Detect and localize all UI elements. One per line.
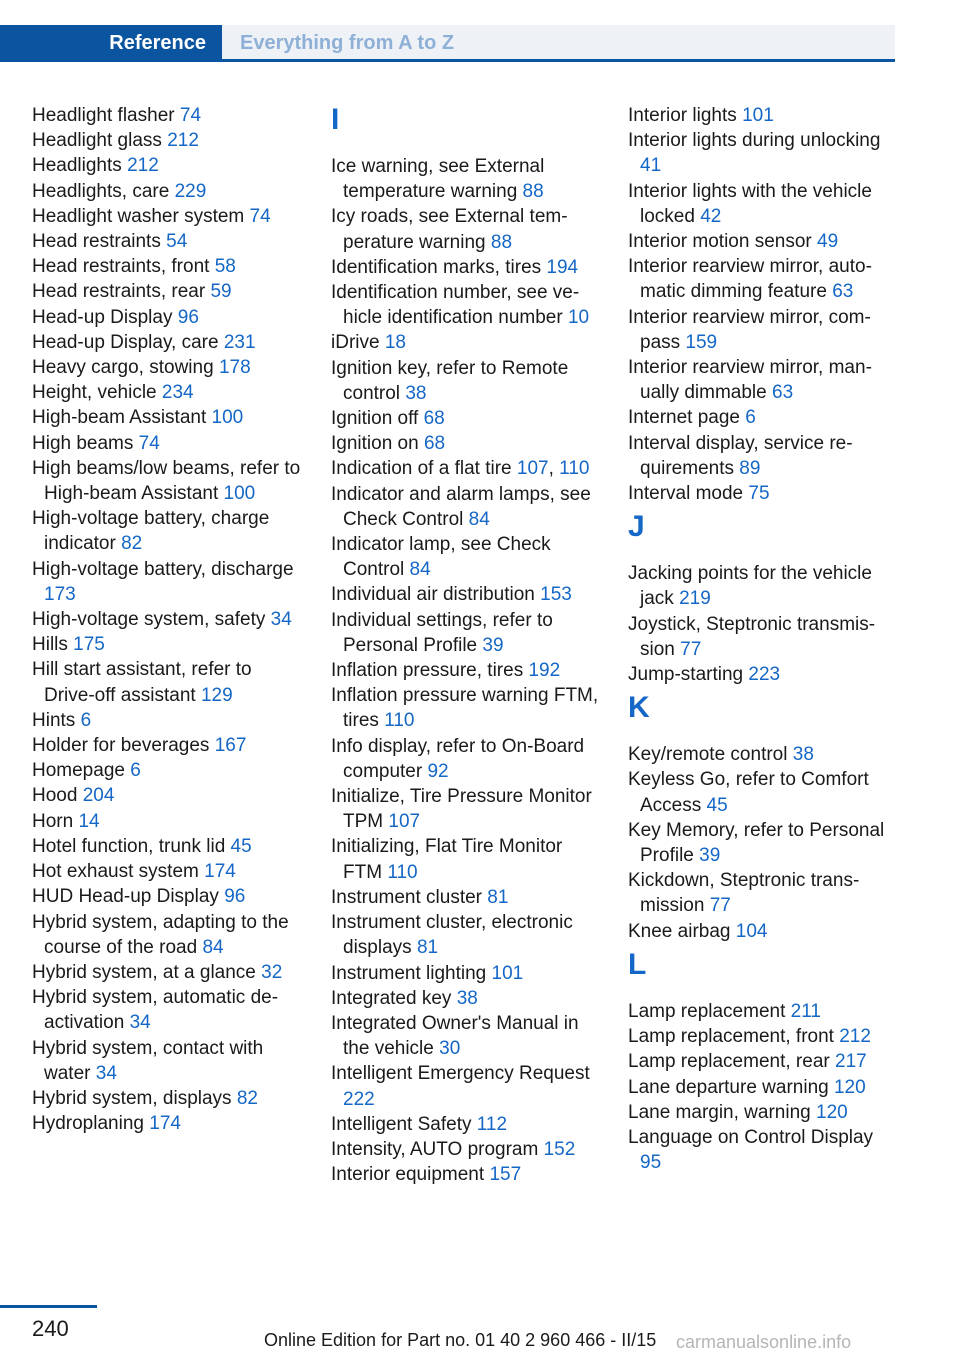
index-entry: [32, 985, 302, 1035]
page-link[interactable]: 152: [543, 1138, 576, 1160]
index-entry-text: Joystick, Steptronic transmission: [628, 613, 876, 660]
index-entry-text: Hybrid system, adapting to the course of the road: [32, 911, 289, 958]
index-entry-text: Interior rearview mirror, manually dimmable: [628, 357, 872, 404]
index-entry: [628, 1100, 898, 1125]
index-entry: [331, 608, 601, 658]
index-entry: [628, 561, 898, 611]
index-entry-text: Internet page: [628, 407, 740, 429]
index-entry-text: High beams: [32, 432, 134, 454]
page-link[interactable]: 14: [78, 810, 100, 832]
page-link[interactable]: 68: [423, 433, 446, 455]
index-entry: [628, 818, 898, 868]
index-entry-text: Individual air distribution: [331, 584, 535, 606]
index-entry: [331, 255, 601, 280]
index-entry-text: Hybrid system, at a glance: [32, 961, 256, 983]
index-entry: [32, 128, 302, 153]
index-entry-text: Integrated Owner's Manual in the vehicle: [331, 1012, 579, 1060]
index-entry-text: Interval display, service requirements: [628, 432, 853, 479]
index-entry-text: Instrument lighting: [331, 962, 487, 984]
index-entry-text: Interval mode: [628, 483, 744, 505]
page-link[interactable]: 157: [489, 1164, 522, 1186]
index-column-1: [32, 103, 302, 1136]
page-link[interactable]: 159: [685, 331, 718, 353]
index-entry: [32, 809, 302, 834]
index-entry: [628, 919, 898, 944]
index-entry-text: Headlight washer system: [32, 205, 245, 227]
page-link[interactable]: 30: [439, 1038, 461, 1060]
index-entry-text: Interior equipment: [331, 1164, 485, 1186]
index-entry: [628, 405, 898, 430]
index-entry-text: Keyless Go, refer to Comfort Access: [628, 769, 869, 816]
page-link[interactable]: 192: [528, 660, 561, 682]
page-link[interactable]: 59: [210, 281, 232, 303]
index-entry-text: Hotel function, trunk lid: [32, 835, 226, 857]
index-entry: [32, 657, 302, 707]
index-entry-text: iDrive: [331, 332, 380, 354]
page-link[interactable]: 101: [491, 962, 524, 984]
page-link[interactable]: 222: [343, 1088, 375, 1110]
index-entry-text: Indicator and alarm lamps, see Check Control: [331, 483, 591, 530]
index-entry-text: Ignition off: [331, 408, 419, 430]
index-entry: [32, 456, 302, 506]
index-entry: [32, 557, 302, 607]
page-link[interactable]: 63: [772, 382, 794, 404]
index-entry-text: Interior lights with the vehicle locked: [628, 180, 872, 227]
index-entry-text: Heavy cargo, stowing: [32, 357, 214, 379]
index-letter-heading: I: [331, 103, 340, 136]
index-entry-text: Inflation pressure warning FTM, tires: [331, 685, 599, 732]
index-entry: [32, 204, 302, 229]
page-link[interactable]: 74: [179, 105, 202, 126]
page-link[interactable]: 104: [735, 920, 768, 942]
page-link[interactable]: 63: [832, 281, 854, 303]
page-link[interactable]: 167: [214, 735, 247, 757]
index-entry-text: Identification number, see vehicle identification number: [331, 282, 580, 329]
index-entry: [32, 632, 302, 657]
index-entry: [331, 885, 601, 910]
index-entry: [628, 103, 898, 128]
page-link[interactable]: 88: [490, 231, 513, 253]
index-letter-heading: L: [628, 947, 647, 981]
page-link[interactable]: 82: [121, 533, 143, 555]
index-entry: [32, 153, 302, 178]
page-link[interactable]: 41: [640, 155, 662, 177]
index-entry-text: Head-up Display, care: [32, 331, 219, 353]
page-link[interactable]: 68: [423, 408, 445, 430]
index-entry-text: Hot exhaust system: [32, 861, 199, 883]
index-entry: [32, 834, 302, 859]
page-link[interactable]: 34: [270, 609, 292, 631]
index-letter-heading: J: [628, 510, 645, 544]
page-link[interactable]: 173: [44, 583, 76, 605]
index-entry: [331, 532, 601, 582]
index-entry: [32, 380, 302, 405]
index-entry: [32, 254, 302, 279]
subsection-title: Everything from A to Z: [240, 31, 455, 54]
index-entry-text: Jump-starting: [628, 664, 744, 686]
index-entry-text: Interior rearview mirror, compass: [628, 306, 871, 353]
index-entry: [32, 859, 302, 884]
page-link[interactable]: 6: [745, 407, 756, 429]
index-entry: [331, 961, 601, 986]
page-link[interactable]: 107: [516, 458, 549, 480]
page-link[interactable]: 211: [790, 1000, 821, 1022]
index-entry: [32, 1086, 302, 1111]
index-entry: [331, 1112, 601, 1137]
index-entry-text: Head restraints: [32, 231, 161, 253]
index-entry-text: Head restraints, front: [32, 256, 210, 278]
page-header: [0, 25, 895, 61]
index-entry-text: Instrument cluster, electronic displays: [331, 912, 573, 959]
page-link[interactable]: 112: [476, 1113, 508, 1135]
index-entry-text: Indicator lamp, see Check Control: [331, 534, 551, 581]
index-entry: [628, 662, 898, 687]
index-entry-text: Head restraints, rear: [32, 281, 206, 303]
page-link[interactable]: 45: [230, 835, 252, 857]
index-entry-text: Hybrid system, contact with water: [32, 1037, 264, 1084]
page-link[interactable]: 174: [149, 1113, 181, 1135]
index-entry-text: Lamp replacement: [628, 1000, 786, 1022]
index-entry-text: Instrument cluster: [331, 886, 482, 908]
page-link[interactable]: 101: [742, 105, 774, 126]
index-entry: [32, 758, 302, 783]
index-entry: [628, 999, 898, 1024]
index-entry: [32, 431, 302, 456]
index-entry-text: Head-up Display: [32, 306, 173, 328]
index-entry-text: Intelligent Emergency Request: [331, 1063, 590, 1085]
page-link[interactable]: 96: [224, 886, 246, 908]
page-link[interactable]: 212: [839, 1026, 871, 1048]
index-entry-text: Height, vehicle: [32, 382, 157, 404]
page-link[interactable]: 6: [80, 709, 92, 731]
index-entry-text: Knee airbag: [628, 920, 731, 942]
index-entry-text: HUD Head-up Display: [32, 886, 219, 908]
page-link[interactable]: 84: [202, 936, 224, 958]
index-entry-text: Hydroplaning: [32, 1113, 144, 1135]
page-link[interactable]: 100: [223, 483, 256, 505]
index-entry: [32, 405, 302, 430]
page-link[interactable]: 223: [748, 664, 781, 686]
index-entry: Indication of a flat tire 107, 110: [331, 458, 590, 480]
index-entry-text: Jacking points for the vehicle jack: [628, 563, 872, 610]
index-entry-text: Lane margin, warning: [628, 1101, 811, 1123]
index-entry: [628, 179, 898, 229]
index-entry-text: Holder for beverages: [32, 735, 210, 757]
page-link[interactable]: 153: [540, 584, 572, 606]
index-entry-text: High-voltage battery, charge indicator: [32, 508, 270, 555]
page-link[interactable]: 32: [261, 961, 283, 983]
page-link[interactable]: 212: [167, 130, 199, 152]
index-entry: [331, 406, 601, 431]
index-entry: [331, 784, 601, 834]
page-link[interactable]: 84: [468, 508, 490, 530]
index-entry: [628, 254, 898, 304]
page-link[interactable]: 18: [384, 332, 406, 354]
index-entry: [32, 229, 302, 254]
index-entry-text: Lamp replacement, front: [628, 1026, 834, 1048]
index-entry: [32, 355, 302, 380]
index-entry-text: Initialize, Tire Pressure Monitor TPM: [331, 786, 592, 833]
index-entry-text: Indication of a flat tire: [331, 458, 512, 480]
page-link[interactable]: 212: [127, 155, 159, 177]
index-entry: [32, 708, 302, 733]
index-entry: [628, 1049, 898, 1074]
index-entry: [331, 1011, 601, 1061]
page-link[interactable]: 88: [522, 181, 544, 203]
index-entry-text: High-voltage system, safety: [32, 609, 266, 631]
page-link[interactable]: 38: [405, 382, 427, 404]
index-entry-text: Initializing, Flat Tire Monitor FTM: [331, 836, 563, 883]
index-entry-text: Ice warning, see External temperature warning: [331, 156, 545, 203]
index-entry-text: Integrated key: [331, 987, 452, 1009]
index-entry: [628, 1125, 898, 1175]
index-entry: [628, 481, 898, 506]
index-column-3: [628, 103, 898, 1175]
index-entry: [32, 305, 302, 330]
index-entry-text: Interior rearview mirror, automatic dimming feature: [628, 256, 872, 303]
index-entry: [628, 742, 898, 767]
index-entry: [32, 910, 302, 960]
page-link[interactable]: 49: [817, 231, 839, 253]
index-entry-text: Homepage: [32, 760, 125, 782]
index-entry: [628, 229, 898, 254]
index-entry: [628, 868, 898, 918]
index-entry-text: Ignition key, refer to Remote control: [331, 357, 569, 404]
page-link[interactable]: 74: [249, 205, 271, 227]
index-entry: [32, 506, 302, 556]
index-entry: [331, 154, 601, 204]
index-entry: [32, 330, 302, 355]
index-entry-text: Language on Control Display: [628, 1126, 874, 1148]
index-entry-text: Headlight flasher: [32, 105, 175, 126]
page-link[interactable]: 129: [200, 684, 233, 706]
index-entry: [331, 986, 601, 1011]
index-entry: [628, 767, 898, 817]
page-link[interactable]: 219: [679, 588, 711, 610]
page-link[interactable]: 6: [130, 760, 141, 782]
index-entry-text: High beams/low beams, refer to High-beam Assistant: [32, 457, 301, 505]
page-link[interactable]: 45: [706, 794, 728, 816]
page-link[interactable]: 77: [709, 895, 731, 917]
page-link[interactable]: 95: [640, 1152, 662, 1174]
index-entry: [331, 910, 601, 960]
section-tab[interactable]: Reference: [0, 25, 222, 62]
index-entry-text: Kickdown, Steptronic transmission: [628, 870, 860, 917]
page-link[interactable]: 34: [129, 1012, 151, 1034]
index-entry-text: Icy roads, see External temperature warning: [331, 206, 568, 253]
index-entry: [331, 280, 601, 330]
index-entry: [32, 279, 302, 304]
index-entry: [32, 783, 302, 808]
index-entry-text: Hill start assistant, refer to Drive-off assistant: [32, 659, 252, 706]
page-link[interactable]: 81: [487, 886, 509, 908]
index-entry-text: Horn: [32, 810, 74, 832]
edition-note: Online Edition for Part no. 01 40 2 960 466 - II/15: [264, 1330, 657, 1350]
page-link[interactable]: 174: [204, 861, 236, 883]
index-entry-text: Interior lights: [628, 105, 737, 126]
index-entry-text: Individual settings, refer to Personal Profile: [331, 609, 553, 656]
index-entry: [331, 330, 601, 355]
index-entry: [331, 1162, 601, 1187]
index-entry-text: Hybrid system, automatic deactivation: [32, 987, 279, 1034]
page-link[interactable]: 178: [218, 357, 251, 379]
index-entry: [628, 1075, 898, 1100]
index-entry: [331, 356, 601, 406]
footer-rule: [0, 1305, 97, 1308]
index-entry: [32, 179, 302, 204]
page-link[interactable]: 42: [700, 205, 722, 227]
index-entry-text: Hood: [32, 785, 78, 807]
page-link[interactable]: 10: [567, 307, 590, 329]
index-entry-text: Identification marks, tires: [331, 256, 542, 278]
index-column-2: [331, 103, 601, 1187]
page-link[interactable]: 231: [223, 331, 256, 353]
page-link[interactable]: 175: [73, 634, 105, 656]
index-entry: [32, 733, 302, 758]
page-link[interactable]: 107: [388, 811, 421, 833]
page-link[interactable]: 194: [546, 256, 579, 278]
index-entry: [32, 103, 302, 128]
index-entry: [32, 884, 302, 909]
page-link[interactable]: 34: [95, 1062, 117, 1084]
page-link[interactable]: 96: [177, 306, 199, 328]
index-entry-text: Intensity, AUTO program: [331, 1138, 539, 1160]
index-entry: [331, 204, 601, 254]
page-link[interactable]: 54: [166, 231, 188, 253]
page-number: 240: [32, 1316, 69, 1341]
index-entry-text: Lane departure warning: [628, 1076, 829, 1098]
page-link[interactable]: 229: [174, 180, 207, 202]
page-link[interactable]: 39: [699, 845, 721, 867]
index-entry: [32, 1036, 302, 1086]
index-entry: [32, 1111, 302, 1136]
index-entry-text: Hybrid system, displays: [32, 1087, 232, 1109]
index-entry: [628, 1024, 898, 1049]
page-link[interactable]: 77: [680, 638, 702, 660]
index-entry-text: Inflation pressure, tires: [331, 660, 524, 682]
index-entry: [331, 582, 601, 607]
index-entry: [628, 612, 898, 662]
index-entry: [331, 1061, 601, 1111]
index-entry: [32, 960, 302, 985]
page-link[interactable]: 217: [835, 1051, 867, 1073]
index-entry-text: Headlights: [32, 155, 122, 177]
page-link[interactable]: 204: [82, 785, 115, 807]
page-link[interactable]: 82: [236, 1087, 258, 1109]
index-entry: [628, 128, 898, 178]
page-link[interactable]: 39: [482, 634, 504, 656]
page-link[interactable]: 120: [816, 1101, 848, 1123]
index-entry-text: Interior lights during unlocking: [628, 130, 881, 152]
index-entry-text: Headlights, care: [32, 180, 170, 202]
index-entry-text: High-voltage battery, discharge: [32, 558, 294, 580]
index-entry: [331, 1137, 601, 1162]
index-entry-text: Hills: [32, 634, 68, 656]
page-link[interactable]: 89: [739, 457, 761, 479]
index-entry-text: Ignition on: [331, 433, 419, 455]
page-link[interactable]: 120: [833, 1076, 866, 1098]
page-link[interactable]: 84: [409, 559, 431, 581]
index-entry-text: Hints: [32, 709, 76, 731]
index-entry-text: Info display, refer to On-Board computer: [331, 735, 585, 782]
index-entry: [628, 431, 898, 481]
page-link[interactable]: 38: [792, 744, 814, 766]
page-link[interactable]: 38: [456, 987, 478, 1009]
watermark: carmanualsonline.info: [676, 1332, 852, 1352]
index-entry-text: Interior motion sensor: [628, 231, 812, 253]
index-entry: [331, 683, 601, 733]
index-letter-heading: K: [628, 691, 650, 725]
page-link[interactable]: 92: [427, 760, 449, 782]
index-entry-text: Key Memory, refer to Personal Profile: [628, 819, 885, 867]
page-link[interactable]: 81: [416, 937, 439, 959]
page-link[interactable]: 100: [211, 407, 244, 429]
index-entry: [331, 734, 601, 784]
index-entry-text: Headlight glass: [32, 130, 162, 152]
index-entry: [331, 431, 601, 456]
page-link[interactable]: 110: [559, 458, 590, 480]
index-entry: [32, 607, 302, 632]
index-entry: [331, 658, 601, 683]
page-link[interactable]: 74: [138, 432, 160, 454]
page-link[interactable]: 110: [387, 861, 418, 883]
page-link[interactable]: 234: [161, 382, 194, 404]
index-entry: [331, 482, 601, 532]
index-entry-text: Key/remote control: [628, 744, 788, 766]
page-link[interactable]: 58: [214, 256, 236, 278]
page-link[interactable]: 75: [748, 483, 770, 505]
index-entry-text: High-beam Assistant: [32, 407, 207, 429]
index-entry: [628, 305, 898, 355]
index-entry-text: Intelligent Safety: [331, 1113, 472, 1135]
index-entry-text: Lamp replacement, rear: [628, 1051, 830, 1073]
index-entry: [628, 355, 898, 405]
index-entry: [331, 834, 601, 884]
page-link[interactable]: 110: [384, 710, 415, 732]
